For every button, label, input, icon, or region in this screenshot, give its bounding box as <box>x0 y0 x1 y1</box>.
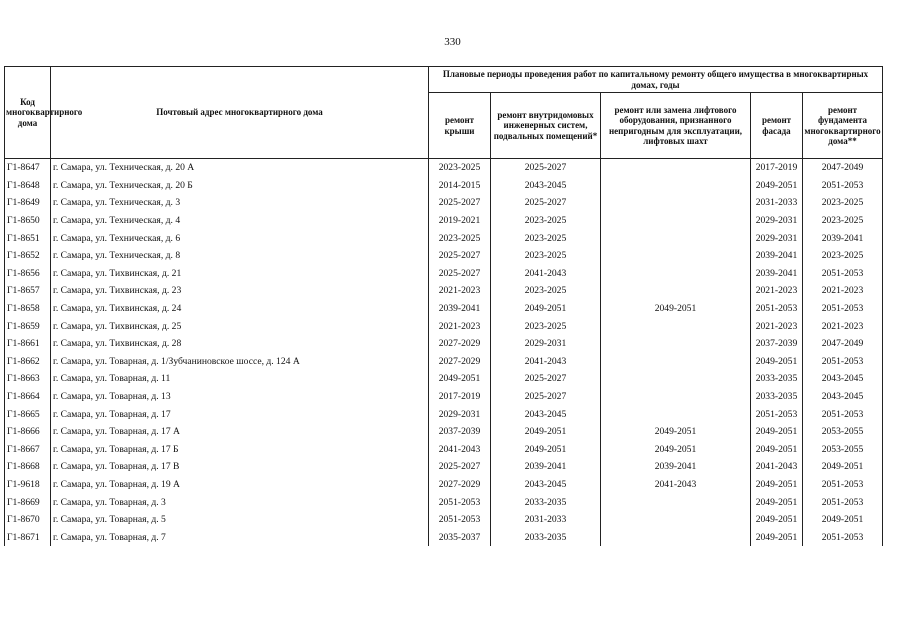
cell-facade: 2051-2053 <box>751 300 803 318</box>
cell-engineering: 2033-2035 <box>491 493 601 511</box>
cell-code: Г1-8666 <box>5 423 51 441</box>
cell-foundation: 2051-2053 <box>803 405 883 423</box>
table-row <box>5 229 883 247</box>
cell-roof: 2027-2029 <box>429 476 491 494</box>
cell-facade: 2039-2041 <box>751 265 803 283</box>
cell-address: г. Самара, ул. Товарная, д. 19 А <box>51 476 429 494</box>
cell-foundation: 2051-2053 <box>803 493 883 511</box>
cell-roof: 2049-2051 <box>429 370 491 388</box>
header-elevator: ремонт или замена лифтового оборудования, признанного непригодным для эксплуатации, лифтовых шахт <box>601 93 751 159</box>
cell-foundation: 2049-2051 <box>803 458 883 476</box>
cell-engineering: 2023-2025 <box>491 229 601 247</box>
cell-roof: 2014-2015 <box>429 177 491 195</box>
table-row <box>5 528 883 546</box>
cell-code: Г1-8651 <box>5 229 51 247</box>
cell-facade: 2049-2051 <box>751 493 803 511</box>
cell-address: г. Самара, ул. Техническая, д. 8 <box>51 247 429 265</box>
cell-code: Г1-8652 <box>5 247 51 265</box>
cell-engineering: 2023-2025 <box>491 212 601 230</box>
cell-roof: 2051-2053 <box>429 511 491 529</box>
cell-code: Г1-8670 <box>5 511 51 529</box>
cell-code: Г1-8665 <box>5 405 51 423</box>
cell-code: Г1-9618 <box>5 476 51 494</box>
cell-address: г. Самара, ул. Техническая, д. 3 <box>51 194 429 212</box>
table-row <box>5 441 883 459</box>
cell-foundation: 2023-2025 <box>803 194 883 212</box>
cell-facade: 2029-2031 <box>751 212 803 230</box>
cell-foundation: 2051-2053 <box>803 528 883 546</box>
cell-facade: 2021-2023 <box>751 282 803 300</box>
cell-engineering: 2041-2043 <box>491 265 601 283</box>
cell-code: Г1-8671 <box>5 528 51 546</box>
cell-roof: 2029-2031 <box>429 405 491 423</box>
header-address: Почтовый адрес многоквартирного дома <box>51 67 429 159</box>
cell-elevator <box>601 282 751 300</box>
cell-code: Г1-8649 <box>5 194 51 212</box>
table-row <box>5 511 883 529</box>
cell-elevator: 2049-2051 <box>601 441 751 459</box>
header-facade: ремонт фасада <box>751 93 803 159</box>
cell-roof: 2027-2029 <box>429 335 491 353</box>
cell-roof: 2027-2029 <box>429 353 491 371</box>
cell-address: г. Самара, ул. Тихвинская, д. 24 <box>51 300 429 318</box>
cell-address: г. Самара, ул. Товарная, д. 17 Б <box>51 441 429 459</box>
cell-foundation: 2023-2025 <box>803 212 883 230</box>
table-row <box>5 177 883 195</box>
cell-roof: 2021-2023 <box>429 317 491 335</box>
cell-address: г. Самара, ул. Техническая, д. 20 А <box>51 159 429 177</box>
cell-roof: 2023-2025 <box>429 159 491 177</box>
cell-roof: 2025-2027 <box>429 194 491 212</box>
cell-facade: 2049-2051 <box>751 528 803 546</box>
cell-foundation: 2051-2053 <box>803 476 883 494</box>
cell-elevator <box>601 229 751 247</box>
cell-foundation: 2023-2025 <box>803 247 883 265</box>
cell-roof: 2039-2041 <box>429 300 491 318</box>
cell-code: Г1-8661 <box>5 335 51 353</box>
cell-code: Г1-8662 <box>5 353 51 371</box>
cell-foundation: 2047-2049 <box>803 159 883 177</box>
table-row <box>5 335 883 353</box>
cell-facade: 2049-2051 <box>751 353 803 371</box>
cell-address: г. Самара, ул. Тихвинская, д. 23 <box>51 282 429 300</box>
table-row <box>5 423 883 441</box>
table-row <box>5 247 883 265</box>
table-row <box>5 212 883 230</box>
cell-address: г. Самара, ул. Товарная, д. 17 <box>51 405 429 423</box>
cell-engineering: 2031-2033 <box>491 511 601 529</box>
cell-roof: 2025-2027 <box>429 458 491 476</box>
cell-facade: 2039-2041 <box>751 247 803 265</box>
cell-engineering: 2049-2051 <box>491 441 601 459</box>
table-row <box>5 159 883 177</box>
cell-roof: 2051-2053 <box>429 493 491 511</box>
table-row <box>5 476 883 494</box>
cell-elevator <box>601 194 751 212</box>
cell-facade: 2021-2023 <box>751 317 803 335</box>
cell-foundation: 2053-2055 <box>803 441 883 459</box>
cell-elevator <box>601 388 751 406</box>
cell-facade: 2051-2053 <box>751 405 803 423</box>
table-row <box>5 300 883 318</box>
cell-engineering: 2043-2045 <box>491 476 601 494</box>
cell-roof: 2041-2043 <box>429 441 491 459</box>
cell-engineering: 2025-2027 <box>491 194 601 212</box>
cell-foundation: 2021-2023 <box>803 317 883 335</box>
header-code: Код многоквартирного дома <box>5 67 51 159</box>
cell-code: Г1-8659 <box>5 317 51 335</box>
cell-code: Г1-8669 <box>5 493 51 511</box>
cell-code: Г1-8663 <box>5 370 51 388</box>
header-engineering: ремонт внутридомовых инженерных систем, подвальных помещений* <box>491 93 601 159</box>
cell-elevator <box>601 405 751 423</box>
cell-foundation: 2051-2053 <box>803 265 883 283</box>
table-row <box>5 458 883 476</box>
table-row <box>5 194 883 212</box>
cell-engineering: 2023-2025 <box>491 282 601 300</box>
capital-repair-table <box>4 66 883 546</box>
cell-engineering: 2043-2045 <box>491 405 601 423</box>
cell-roof: 2023-2025 <box>429 229 491 247</box>
cell-address: г. Самара, ул. Товарная, д. 3 <box>51 493 429 511</box>
cell-roof: 2035-2037 <box>429 528 491 546</box>
cell-address: г. Самара, ул. Товарная, д. 7 <box>51 528 429 546</box>
cell-facade: 2033-2035 <box>751 370 803 388</box>
cell-facade: 2049-2051 <box>751 476 803 494</box>
cell-code: Г1-8664 <box>5 388 51 406</box>
table-body <box>5 159 883 547</box>
cell-engineering: 2025-2027 <box>491 159 601 177</box>
cell-engineering: 2023-2025 <box>491 317 601 335</box>
cell-address: г. Самара, ул. Товарная, д. 11 <box>51 370 429 388</box>
cell-address: г. Самара, ул. Тихвинская, д. 25 <box>51 317 429 335</box>
cell-elevator <box>601 511 751 529</box>
cell-address: г. Самара, ул. Товарная, д. 17 А <box>51 423 429 441</box>
table-row <box>5 353 883 371</box>
cell-address: г. Самара, ул. Товарная, д. 5 <box>51 511 429 529</box>
cell-roof: 2021-2023 <box>429 282 491 300</box>
table-row <box>5 493 883 511</box>
cell-address: г. Самара, ул. Техническая, д. 20 Б <box>51 177 429 195</box>
cell-elevator <box>601 159 751 177</box>
cell-engineering: 2029-2031 <box>491 335 601 353</box>
header-roof: ремонт крыши <box>429 93 491 159</box>
cell-foundation: 2039-2041 <box>803 229 883 247</box>
cell-facade: 2017-2019 <box>751 159 803 177</box>
cell-engineering: 2025-2027 <box>491 370 601 388</box>
cell-foundation: 2043-2045 <box>803 370 883 388</box>
cell-elevator <box>601 528 751 546</box>
cell-foundation: 2053-2055 <box>803 423 883 441</box>
cell-roof: 2025-2027 <box>429 247 491 265</box>
cell-elevator <box>601 177 751 195</box>
cell-roof: 2037-2039 <box>429 423 491 441</box>
cell-elevator: 2049-2051 <box>601 423 751 441</box>
cell-elevator <box>601 212 751 230</box>
cell-facade: 2049-2051 <box>751 423 803 441</box>
table-row <box>5 265 883 283</box>
cell-foundation: 2047-2049 <box>803 335 883 353</box>
cell-facade: 2033-2035 <box>751 388 803 406</box>
cell-code: Г1-8658 <box>5 300 51 318</box>
cell-address: г. Самара, ул. Техническая, д. 6 <box>51 229 429 247</box>
cell-elevator <box>601 265 751 283</box>
cell-foundation: 2051-2053 <box>803 300 883 318</box>
cell-code: Г1-8647 <box>5 159 51 177</box>
cell-foundation: 2051-2053 <box>803 177 883 195</box>
table-row <box>5 317 883 335</box>
cell-elevator <box>601 335 751 353</box>
cell-address: г. Самара, ул. Товарная, д. 1/Зубчаниновское шоссе, д. 124 А <box>51 353 429 371</box>
cell-elevator: 2041-2043 <box>601 476 751 494</box>
table-row <box>5 282 883 300</box>
page-number: 330 <box>444 36 461 48</box>
cell-elevator <box>601 317 751 335</box>
cell-code: Г1-8667 <box>5 441 51 459</box>
cell-facade: 2049-2051 <box>751 511 803 529</box>
cell-foundation: 2051-2053 <box>803 353 883 371</box>
cell-code: Г1-8668 <box>5 458 51 476</box>
cell-elevator <box>601 493 751 511</box>
cell-elevator <box>601 353 751 371</box>
cell-code: Г1-8648 <box>5 177 51 195</box>
table-row <box>5 388 883 406</box>
cell-address: г. Самара, ул. Товарная, д. 17 В <box>51 458 429 476</box>
table-row <box>5 405 883 423</box>
cell-engineering: 2043-2045 <box>491 177 601 195</box>
cell-engineering: 2033-2035 <box>491 528 601 546</box>
cell-roof: 2019-2021 <box>429 212 491 230</box>
table-row <box>5 370 883 388</box>
cell-elevator: 2049-2051 <box>601 300 751 318</box>
cell-foundation: 2021-2023 <box>803 282 883 300</box>
cell-engineering: 2049-2051 <box>491 300 601 318</box>
cell-facade: 2031-2033 <box>751 194 803 212</box>
cell-code: Г1-8650 <box>5 212 51 230</box>
cell-facade: 2041-2043 <box>751 458 803 476</box>
cell-engineering: 2049-2051 <box>491 423 601 441</box>
cell-code: Г1-8656 <box>5 265 51 283</box>
cell-address: г. Самара, ул. Тихвинская, д. 28 <box>51 335 429 353</box>
cell-code: Г1-8657 <box>5 282 51 300</box>
cell-facade: 2037-2039 <box>751 335 803 353</box>
cell-facade: 2049-2051 <box>751 441 803 459</box>
cell-engineering: 2041-2043 <box>491 353 601 371</box>
cell-engineering: 2025-2027 <box>491 388 601 406</box>
cell-roof: 2017-2019 <box>429 388 491 406</box>
cell-elevator: 2039-2041 <box>601 458 751 476</box>
cell-engineering: 2039-2041 <box>491 458 601 476</box>
header-group: Плановые периоды проведения работ по капитальному ремонту общего имущества в многоквартирных домах, годы <box>429 67 883 93</box>
header-foundation: ремонт фундамента многоквартирного дома** <box>803 93 883 159</box>
cell-address: г. Самара, ул. Техническая, д. 4 <box>51 212 429 230</box>
cell-facade: 2029-2031 <box>751 229 803 247</box>
cell-address: г. Самара, ул. Товарная, д. 13 <box>51 388 429 406</box>
cell-foundation: 2043-2045 <box>803 388 883 406</box>
cell-address: г. Самара, ул. Тихвинская, д. 21 <box>51 265 429 283</box>
cell-foundation: 2049-2051 <box>803 511 883 529</box>
cell-elevator <box>601 247 751 265</box>
cell-facade: 2049-2051 <box>751 177 803 195</box>
cell-roof: 2025-2027 <box>429 265 491 283</box>
cell-elevator <box>601 370 751 388</box>
cell-engineering: 2023-2025 <box>491 247 601 265</box>
